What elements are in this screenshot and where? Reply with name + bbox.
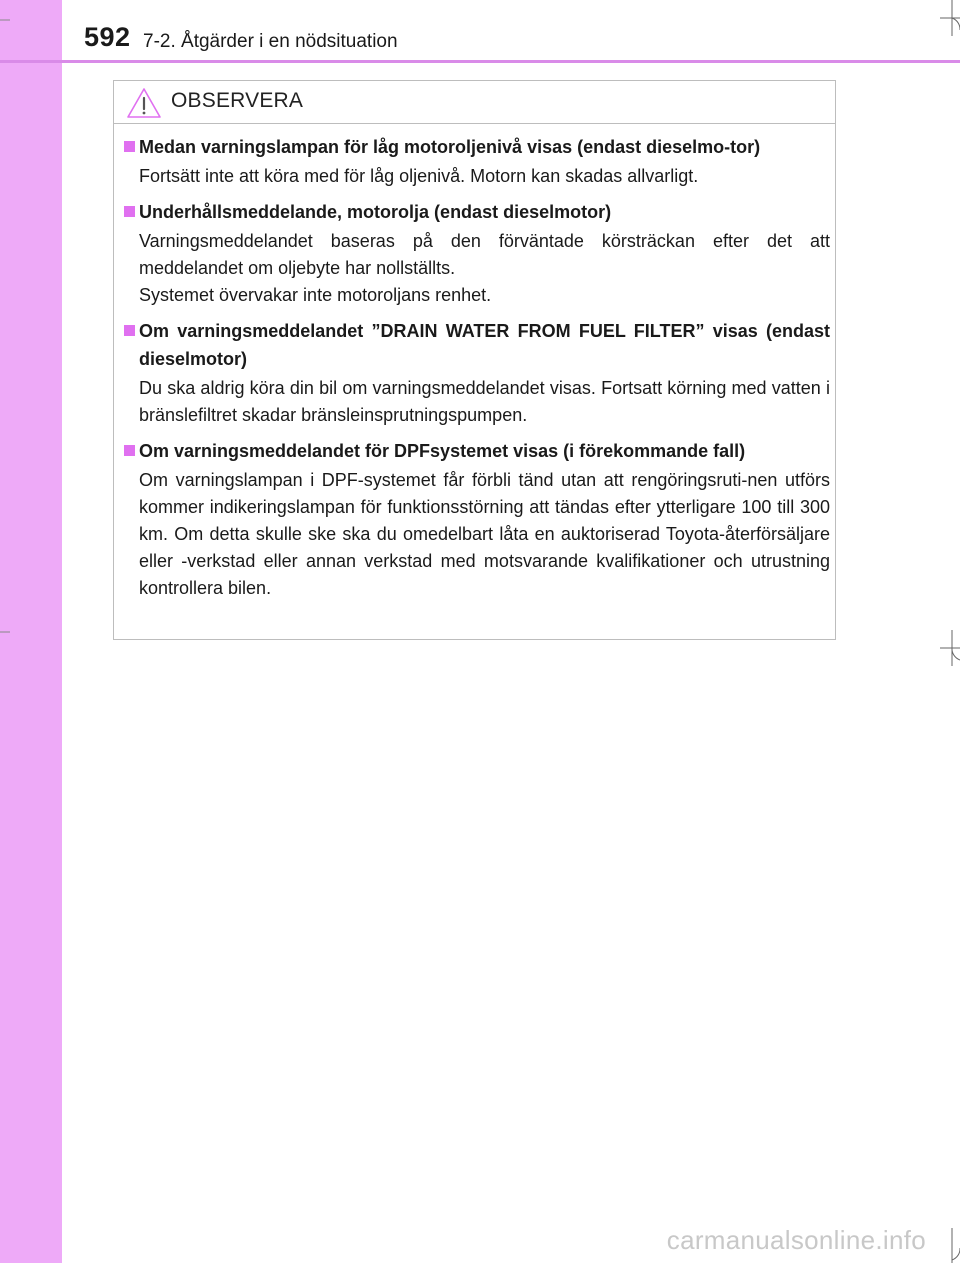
notice-item-heading-text: Om varningsmeddelandet ”DRAIN WATER FROM FUEL FILTER” visas (endast dieselmotor) [139, 321, 830, 369]
header-rule [0, 60, 960, 63]
notice-item-heading [124, 317, 830, 373]
crop-mark-left-top [0, 18, 10, 22]
notice-body [124, 133, 830, 610]
notice-item-heading-text: Medan varningslampan för låg motoroljenivå visas (endast dieselmo-tor) [139, 137, 761, 157]
notice-item-text: Systemet övervakar inte motoroljans renhet. [139, 285, 492, 305]
notice-item [124, 437, 830, 602]
notice-title: OBSERVERA [171, 89, 304, 112]
crop-mark-left-middle [0, 630, 10, 634]
square-bullet-icon [124, 206, 135, 217]
notice-item-text: Om varningslampan i DPF-systemet får förbli tänd utan att rengöringsruti-nen utförs kommer indikeringslampan för funktionsstörning att tändas efter ytterligare 100 till 300 km. Om detta skulle ske ska du omedelbart låta en auktoriserad Toyota-återförsäljare eller -verkstad eller annan verkstad med motsvarande kvalifikationer och utrustning kontrollera bilen. [139, 470, 830, 598]
registration-mark-top-right [936, 0, 960, 40]
warning-notice-box [113, 80, 836, 640]
notice-item-text: Varningsmeddelandet baseras på den förväntade körsträckan efter det att meddelandet om oljebyte har nollställts. [139, 231, 830, 278]
notice-item-heading [124, 198, 830, 226]
square-bullet-icon [124, 141, 135, 152]
site-watermark: carmanualsonline.info [666, 1225, 926, 1255]
section-title: 7-2. Åtgärder i en nödsituation [143, 31, 398, 52]
notice-item [124, 133, 830, 190]
registration-mark-bottom-right [940, 1228, 960, 1263]
notice-item-heading [124, 133, 830, 161]
warning-triangle-icon [126, 87, 162, 119]
notice-item-heading [124, 437, 830, 465]
square-bullet-icon [124, 325, 135, 336]
notice-item-heading-text: Om varningsmeddelandet för DPFsystemet visas (i förekommande fall) [139, 441, 746, 461]
notice-item [124, 198, 830, 309]
notice-item-heading-text: Underhållsmeddelande, motorolja (endast dieselmotor) [139, 202, 612, 222]
square-bullet-icon [124, 445, 135, 456]
notice-item [124, 317, 830, 429]
registration-mark-right-middle [940, 630, 960, 666]
notice-header [114, 81, 835, 124]
notice-item-text: Fortsätt inte att köra med för låg oljenivå. Motorn kan skadas allvarligt. [139, 166, 699, 186]
notice-item-text: Du ska aldrig köra din bil om varningsmeddelandet visas. Fortsatt körning med vatten i bränslefiltret skadar bränsleinsprutningspumpen. [139, 378, 830, 425]
page-number: 592 [84, 22, 131, 52]
